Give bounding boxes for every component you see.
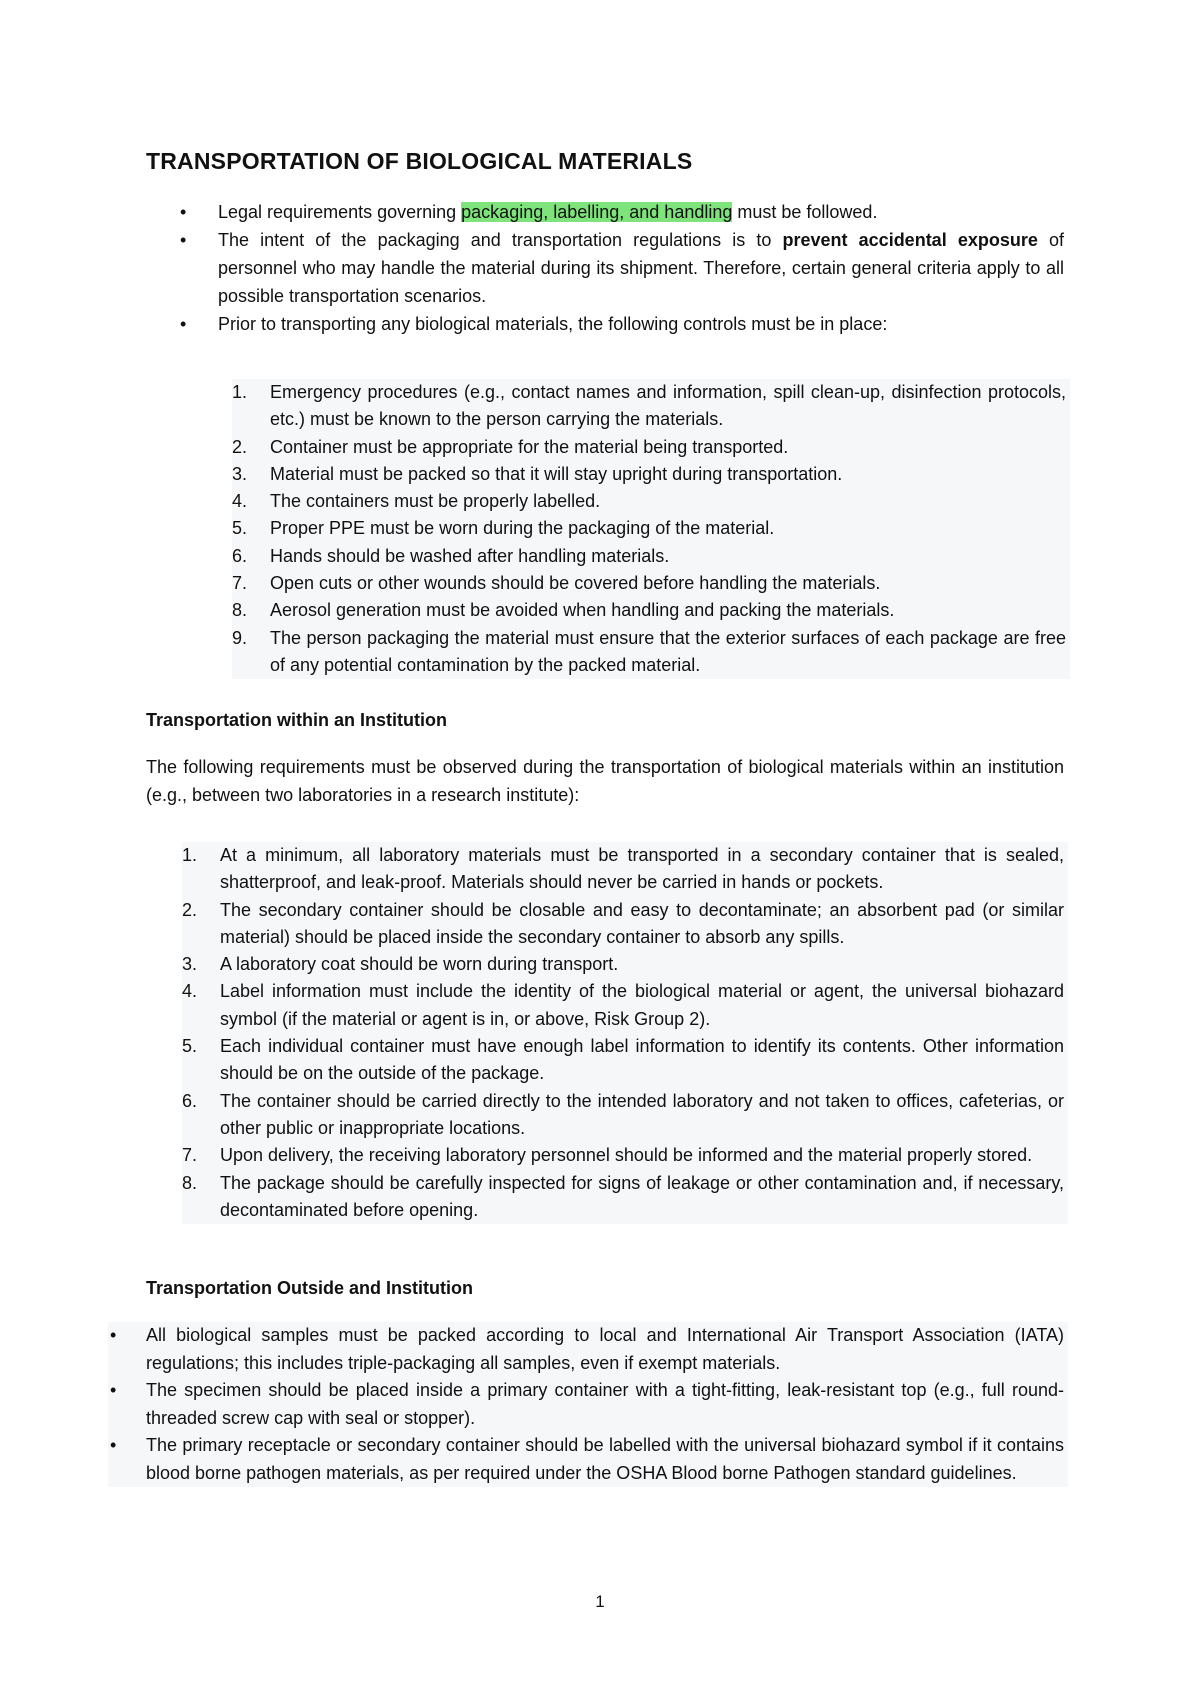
list-item: • The specimen should be placed inside a primary container with a tight-fitting, leak-resistant top (e.g., full round-threaded screw cap with seal or stopper). [108,1377,1068,1432]
within-requirements-list [182,842,1068,1224]
section-heading-outside: Transportation Outside and Institution [146,1278,473,1298]
within-intro-paragraph: The following requirements must be observed during the transportation of biological materials within an institution (e.g., between two laboratories in a research institute): [146,757,1064,805]
controls-list [232,379,1070,679]
list-item: 1. Emergency procedures (e.g., contact names and information, spill clean-up, disinfection protocols, etc.) must be known to the person carrying the materials. [232,382,1066,430]
intro-bullet: • Prior to transporting any biological materials, the following controls must be in place: [146,310,1064,338]
bold-text: prevent accidental exposure [782,230,1038,250]
section-heading-within: Transportation within an Institution [146,710,447,730]
list-item: 8. Aerosol generation must be avoided when handling and packing the materials. [232,600,895,621]
list-item: 3. A laboratory coat should be worn during transport. [182,954,619,975]
list-item: 4. The containers must be properly labelled. [232,491,601,512]
page-number: 1 [595,1592,605,1611]
list-item: 6. Hands should be washed after handling materials. [232,545,670,566]
page-title: TRANSPORTATION OF BIOLOGICAL MATERIALS [146,148,693,174]
list-item: 5. Each individual container must have enough label information to identify its contents. Other information should be on the outside of the package. [182,1036,1064,1084]
list-item: 2. Container must be appropriate for the material being transported. [232,436,789,457]
list-item: 7. Open cuts or other wounds should be covered before handling the materials. [232,573,881,594]
outside-requirements-list [108,1322,1068,1487]
list-item: 8. The package should be carefully inspected for signs of leakage or other contamination and, if necessary, decontaminated before opening. [182,1172,1064,1220]
list-item: 9. The person packaging the material must ensure that the exterior surfaces of each package are free of any potential contamination by the packed material. [232,627,1066,675]
list-item: 2. The secondary container should be closable and easy to decontaminate; an absorbent pad (or similar material) should be placed inside the secondary container to absorb any spills. [182,899,1064,947]
intro-bullet-list [146,198,1064,338]
intro-bullet: • The intent of the packaging and transportation regulations is to prevent accidental exposure of personnel who may handle the material during its shipment. Therefore, certain general criteria apply to all possible transportation scenarios. [146,226,1064,310]
list-item: 4. Label information must include the identity of the biological material or agent, the universal biohazard symbol (if the material or agent is in, or above, Risk Group 2). [182,981,1064,1029]
list-item: 6. The container should be carried directly to the intended laboratory and not taken to offices, cafeterias, or other public or inappropriate locations. [182,1090,1064,1138]
list-item: 1. At a minimum, all laboratory materials must be transported in a secondary container that is sealed, shatterproof, and leak-proof. Materials should never be carried in hands or pockets. [182,845,1064,893]
list-item: 5. Proper PPE must be worn during the packaging of the material. [232,518,775,539]
list-item: • The primary receptacle or secondary container should be labelled with the universal biohazard symbol if it contains blood borne pathogen materials, as per required under the OSHA Blood borne Pathogen standard guidelines. [108,1432,1068,1487]
highlighted-text: packaging, labelling, and handling [461,202,733,222]
intro-bullet: • Legal requirements governing packaging, labelling, and handling must be followed. [146,198,1064,226]
list-item: 3. Material must be packed so that it will stay upright during transportation. [232,463,843,484]
list-item: 7. Upon delivery, the receiving laboratory personnel should be informed and the material properly stored. [182,1145,1033,1166]
list-item: • All biological samples must be packed according to local and International Air Transport Association (IATA) regulations; this includes triple-packaging all samples, even if exempt materials. [108,1322,1068,1377]
